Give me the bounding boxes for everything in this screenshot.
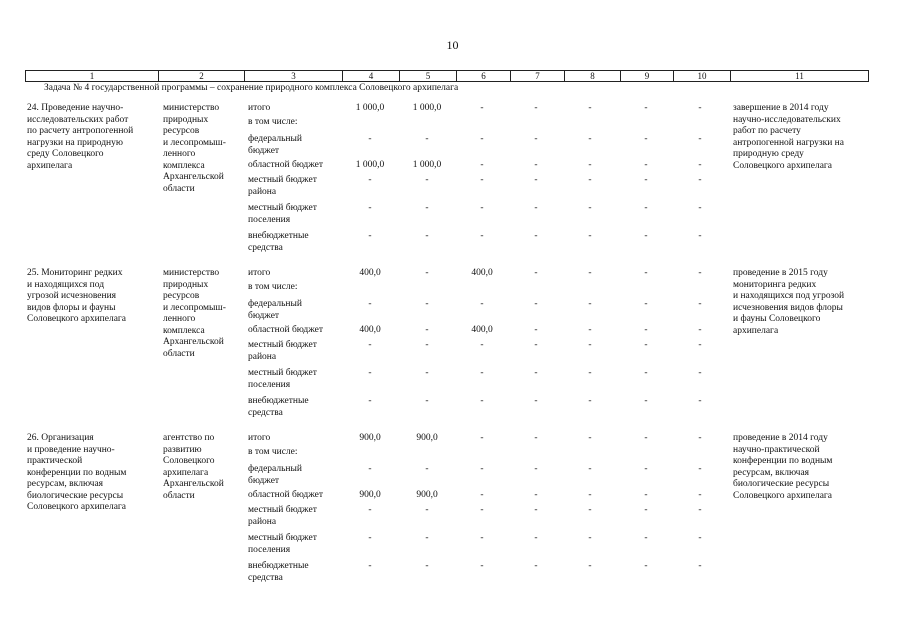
- amount-cell: 400,0: [359, 325, 381, 335]
- amount-cell: -: [588, 505, 592, 515]
- amount-cell: 1 000,0: [355, 160, 385, 170]
- column-number: 1: [26, 71, 159, 82]
- amount-cell: -: [480, 464, 484, 474]
- funding-source-label: итого: [248, 268, 271, 278]
- amount-cell: -: [698, 160, 702, 170]
- funding-source-label: внебюджетные средства: [248, 561, 309, 583]
- funding-source-label: местный бюджет района: [248, 175, 317, 197]
- funding-source-label: в том числе:: [248, 282, 298, 292]
- amount-cell: -: [698, 505, 702, 515]
- task-title: Задача № 4 государственной программы – сохранение природного комплекса Соловецкого архипелага: [44, 83, 459, 93]
- amount-cell: -: [644, 505, 648, 515]
- amount-cell: -: [534, 561, 538, 571]
- amount-cell: -: [588, 325, 592, 335]
- funding-source-label: федеральный бюджет: [248, 299, 302, 321]
- amount-cell: -: [534, 134, 538, 144]
- amount-cell: -: [588, 231, 592, 241]
- amount-cell: 900,0: [359, 490, 381, 500]
- amount-cell: 900,0: [416, 433, 438, 443]
- funding-source-label: внебюджетные средства: [248, 231, 309, 253]
- amount-cell: -: [588, 368, 592, 378]
- amount-cell: -: [480, 490, 484, 500]
- funding-source-label: федеральный бюджет: [248, 464, 302, 486]
- amount-cell: -: [588, 134, 592, 144]
- amount-cell: -: [698, 396, 702, 406]
- amount-cell: -: [698, 103, 702, 113]
- amount-cell: -: [644, 561, 648, 571]
- amount-cell: -: [534, 231, 538, 241]
- amount-cell: -: [698, 533, 702, 543]
- funding-source-label: областной бюджет: [248, 160, 324, 170]
- amount-cell: -: [480, 203, 484, 213]
- program-entry: [0, 268, 905, 438]
- amount-cell: 900,0: [416, 490, 438, 500]
- amount-cell: -: [534, 433, 538, 443]
- amount-cell: -: [698, 268, 702, 278]
- amount-cell: -: [480, 561, 484, 571]
- amount-cell: -: [644, 175, 648, 185]
- amount-cell: -: [480, 368, 484, 378]
- amount-cell: -: [644, 533, 648, 543]
- amount-cell: -: [698, 340, 702, 350]
- amount-cell: -: [534, 490, 538, 500]
- amount-cell: -: [425, 533, 429, 543]
- amount-cell: -: [425, 396, 429, 406]
- amount-cell: -: [480, 175, 484, 185]
- amount-cell: -: [588, 433, 592, 443]
- amount-cell: -: [368, 175, 372, 185]
- amount-cell: -: [480, 299, 484, 309]
- amount-cell: -: [644, 231, 648, 241]
- funding-source-label: местный бюджет поселения: [248, 203, 317, 225]
- amount-cell: -: [698, 561, 702, 571]
- amount-cell: -: [534, 396, 538, 406]
- amount-cell: -: [368, 561, 372, 571]
- amount-cell: 1 000,0: [412, 103, 442, 113]
- amount-cell: -: [588, 490, 592, 500]
- amount-cell: -: [368, 203, 372, 213]
- amount-cell: -: [588, 175, 592, 185]
- amount-cell: -: [368, 340, 372, 350]
- amount-cell: -: [588, 396, 592, 406]
- amount-cell: -: [588, 464, 592, 474]
- amount-cell: 1 000,0: [355, 103, 385, 113]
- funding-source-label: областной бюджет: [248, 325, 324, 335]
- funding-source-label: местный бюджет поселения: [248, 368, 317, 390]
- amount-cell: -: [368, 396, 372, 406]
- amount-cell: -: [534, 175, 538, 185]
- amount-cell: -: [698, 464, 702, 474]
- amount-cell: -: [368, 533, 372, 543]
- funding-source-label: итого: [248, 103, 271, 113]
- amount-cell: -: [480, 160, 484, 170]
- amount-cell: -: [425, 368, 429, 378]
- amount-cell: -: [368, 231, 372, 241]
- responsible-executor: министерство природных ресурсов и лесопромыш- ленного комплекса Архангельской области: [163, 268, 226, 359]
- amount-cell: -: [480, 433, 484, 443]
- program-entry: [0, 103, 905, 273]
- amount-cell: 900,0: [359, 433, 381, 443]
- amount-cell: -: [534, 505, 538, 515]
- column-number: 10: [674, 71, 731, 82]
- amount-cell: -: [480, 134, 484, 144]
- amount-cell: -: [425, 268, 429, 278]
- activity-name: 25. Мониторинг редких и находящихся под угрозой исчезновения видов флоры и фауны Соловецкого архипелага: [27, 268, 127, 324]
- amount-cell: -: [480, 505, 484, 515]
- amount-cell: -: [698, 299, 702, 309]
- amount-cell: -: [588, 160, 592, 170]
- funding-source-label: федеральный бюджет: [248, 134, 302, 156]
- column-number: 4: [343, 71, 400, 82]
- amount-cell: -: [534, 325, 538, 335]
- amount-cell: -: [588, 268, 592, 278]
- amount-cell: -: [534, 368, 538, 378]
- amount-cell: 1 000,0: [412, 160, 442, 170]
- column-number: 8: [565, 71, 621, 82]
- activity-name: 26. Организация и проведение научно- практической конференции по водным ресурсам, включая биологические ресурсы Соловецкого архипелага: [27, 433, 127, 512]
- amount-cell: -: [698, 325, 702, 335]
- amount-cell: -: [534, 464, 538, 474]
- amount-cell: -: [425, 505, 429, 515]
- column-number: 11: [731, 71, 869, 82]
- amount-cell: -: [368, 368, 372, 378]
- amount-cell: -: [644, 433, 648, 443]
- responsible-executor: министерство природных ресурсов и лесопромыш- ленного комплекса Архангельской области: [163, 103, 226, 194]
- funding-source-label: внебюджетные средства: [248, 396, 309, 418]
- amount-cell: -: [644, 160, 648, 170]
- column-number: 3: [245, 71, 343, 82]
- amount-cell: -: [644, 368, 648, 378]
- amount-cell: -: [534, 340, 538, 350]
- amount-cell: -: [644, 490, 648, 500]
- amount-cell: -: [425, 325, 429, 335]
- page-number: 10: [446, 38, 459, 52]
- amount-cell: 400,0: [471, 325, 493, 335]
- amount-cell: -: [425, 134, 429, 144]
- amount-cell: -: [534, 268, 538, 278]
- expected-result: проведение в 2014 году научно-практической конференции по водным ресурсам, включая биологические ресурсы Соловецкого архипелага: [733, 433, 833, 501]
- amount-cell: -: [644, 325, 648, 335]
- amount-cell: -: [588, 533, 592, 543]
- amount-cell: 400,0: [471, 268, 493, 278]
- amount-cell: -: [425, 203, 429, 213]
- amount-cell: -: [644, 203, 648, 213]
- amount-cell: -: [480, 103, 484, 113]
- amount-cell: -: [368, 464, 372, 474]
- funding-source-label: местный бюджет района: [248, 505, 317, 527]
- amount-cell: -: [534, 299, 538, 309]
- amount-cell: -: [480, 340, 484, 350]
- column-number: 5: [400, 71, 457, 82]
- amount-cell: -: [644, 299, 648, 309]
- amount-cell: -: [698, 134, 702, 144]
- column-number: 9: [621, 71, 674, 82]
- amount-cell: -: [644, 103, 648, 113]
- amount-cell: -: [368, 505, 372, 515]
- amount-cell: -: [368, 134, 372, 144]
- responsible-executor: агентство по развитию Соловецкого архипелага Архангельской области: [163, 433, 224, 501]
- funding-source-label: местный бюджет района: [248, 340, 317, 362]
- amount-cell: -: [644, 268, 648, 278]
- amount-cell: -: [534, 533, 538, 543]
- amount-cell: -: [480, 396, 484, 406]
- amount-cell: -: [480, 231, 484, 241]
- amount-cell: -: [698, 175, 702, 185]
- funding-source-label: итого: [248, 433, 271, 443]
- amount-cell: -: [644, 340, 648, 350]
- amount-cell: 400,0: [359, 268, 381, 278]
- funding-source-label: областной бюджет: [248, 490, 324, 500]
- amount-cell: -: [698, 368, 702, 378]
- column-number: 2: [159, 71, 245, 82]
- amount-cell: -: [368, 299, 372, 309]
- amount-cell: -: [425, 231, 429, 241]
- funding-source-label: местный бюджет поселения: [248, 533, 317, 555]
- activity-name: 24. Проведение научно- исследовательских работ по расчету антропогенной нагрузки на природную среду Соловецкого архипелага: [27, 103, 134, 171]
- funding-source-label: в том числе:: [248, 447, 298, 457]
- amount-cell: -: [425, 464, 429, 474]
- expected-result: проведение в 2015 году мониторинга редких и находящихся под угрозой исчезновения видов флоры и фауны Соловецкого архипелага: [733, 268, 845, 336]
- amount-cell: -: [644, 464, 648, 474]
- expected-result: завершение в 2014 году научно-исследовательских работ по расчету антропогенной нагрузки на природную среду Соловецкого архипелага: [733, 103, 844, 171]
- amount-cell: -: [425, 299, 429, 309]
- funding-source-label: в том числе:: [248, 117, 298, 127]
- amount-cell: -: [534, 103, 538, 113]
- amount-cell: -: [588, 340, 592, 350]
- amount-cell: -: [425, 561, 429, 571]
- amount-cell: -: [698, 231, 702, 241]
- amount-cell: -: [425, 340, 429, 350]
- program-entry: [0, 433, 905, 603]
- amount-cell: -: [588, 561, 592, 571]
- column-number: 7: [511, 71, 565, 82]
- column-number-header: [25, 70, 869, 82]
- amount-cell: -: [698, 433, 702, 443]
- amount-cell: -: [588, 103, 592, 113]
- amount-cell: -: [644, 134, 648, 144]
- column-number: 6: [457, 71, 511, 82]
- amount-cell: -: [644, 396, 648, 406]
- amount-cell: -: [425, 175, 429, 185]
- amount-cell: -: [588, 299, 592, 309]
- amount-cell: -: [698, 490, 702, 500]
- amount-cell: -: [534, 203, 538, 213]
- amount-cell: -: [534, 160, 538, 170]
- amount-cell: -: [698, 203, 702, 213]
- amount-cell: -: [480, 533, 484, 543]
- amount-cell: -: [588, 203, 592, 213]
